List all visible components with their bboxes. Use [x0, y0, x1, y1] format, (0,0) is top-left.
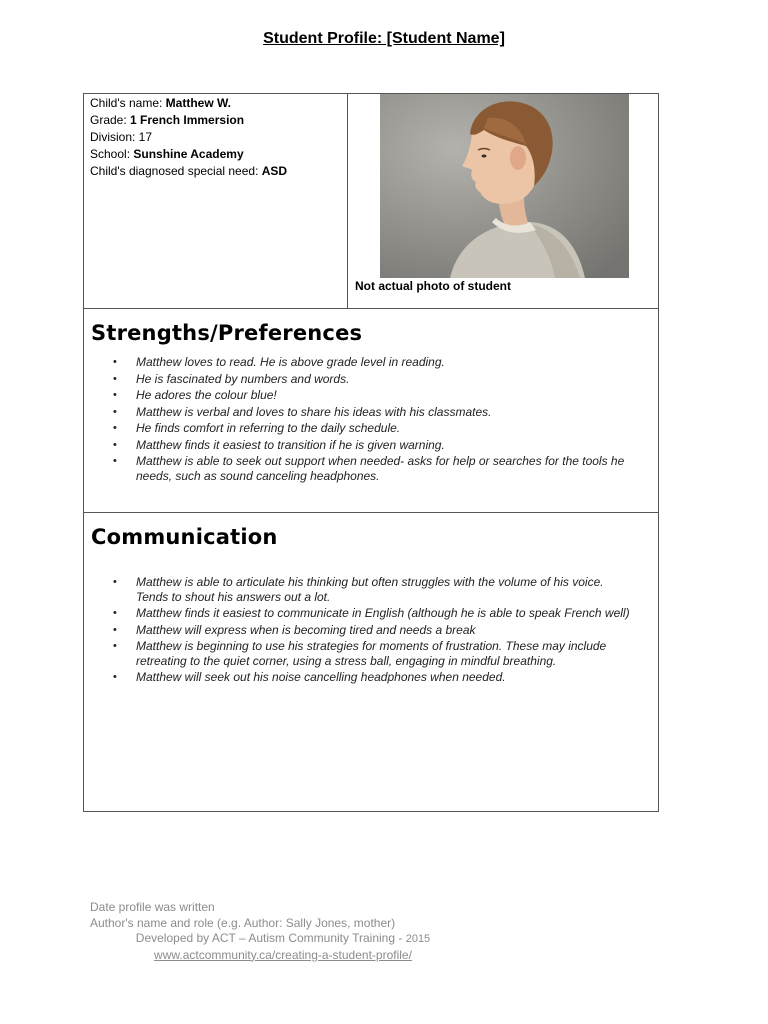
list-item	[106, 575, 636, 604]
photo-cell	[348, 94, 658, 308]
list-item	[106, 388, 636, 403]
list-item	[106, 606, 636, 621]
grade-label: Grade:	[90, 113, 131, 127]
strengths-section	[84, 309, 658, 513]
communication-list	[106, 575, 636, 687]
list-item	[106, 421, 636, 436]
list-item-text: Matthew is verbal and loves to share his ideas with his classmates.	[136, 404, 492, 419]
bullet-icon: •	[113, 671, 117, 683]
communication-heading: Communication	[91, 525, 278, 549]
list-item	[106, 623, 636, 638]
page-title: Student Profile: [Student Name]	[263, 30, 505, 47]
url-line	[90, 948, 476, 964]
bullet-icon: •	[113, 356, 117, 368]
bullet-icon: •	[113, 422, 117, 434]
list-item	[106, 405, 636, 420]
profile-table	[83, 93, 659, 812]
year-text: 2015	[405, 933, 431, 945]
bullet-icon: •	[113, 389, 117, 401]
special-need-line	[90, 163, 341, 180]
page-footer	[90, 900, 690, 963]
developed-by-line	[90, 931, 476, 948]
school-value: Sunshine Academy	[133, 147, 244, 161]
list-item	[106, 670, 636, 685]
list-item	[106, 454, 636, 483]
author-line: Author's name and role (e.g. Author: Sally Jones, mother)	[90, 915, 396, 930]
list-item-text: Matthew is beginning to use his strategies for moments of frustration. These may include retreating to the quiet corner, using a stress ball, engaging in mindful breathing.	[136, 639, 607, 668]
photo-caption: Not actual photo of student	[355, 279, 511, 293]
bullet-icon: •	[113, 576, 117, 588]
developed-by-text: Developed by ACT – Autism Community Training -	[135, 931, 406, 945]
child-name-label: Child's name:	[90, 96, 166, 110]
bullet-icon: •	[113, 455, 117, 467]
division-label: Division: 17	[90, 130, 153, 144]
boy-profile-illustration	[380, 94, 629, 278]
list-item-text: He is fascinated by numbers and words.	[136, 371, 350, 386]
child-name-value: Matthew W.	[165, 96, 231, 110]
bullet-icon: •	[113, 623, 117, 636]
strengths-list	[106, 355, 636, 485]
child-name-line	[90, 95, 341, 112]
list-item-text: Matthew loves to read. He is above grade level in reading.	[136, 355, 445, 369]
list-item	[106, 438, 636, 453]
student-photo	[380, 94, 629, 278]
student-info-cell	[84, 94, 348, 308]
list-item	[106, 372, 636, 387]
grade-line	[90, 112, 341, 129]
strengths-heading: Strengths/Preferences	[91, 321, 363, 345]
bullet-icon: •	[113, 438, 117, 451]
school-line	[90, 146, 341, 163]
special-need-value: ASD	[261, 164, 288, 178]
list-item-text: Matthew will seek out his noise cancelling headphones when needed.	[136, 670, 506, 684]
list-item-text: Matthew is able to seek out support when needed- asks for help or searches for the tools he needs, such as sound canceling headphones.	[136, 454, 625, 483]
list-item-text: Matthew finds it easiest to communicate in English (although he is able to speak French well)	[136, 606, 630, 620]
bullet-icon: •	[113, 405, 117, 418]
bullet-icon: •	[113, 640, 117, 652]
list-item-text: He finds comfort in referring to the daily schedule.	[136, 421, 401, 435]
communication-section	[84, 513, 658, 811]
date-written-line: Date profile was written	[90, 900, 215, 914]
list-item-text: Matthew will express when is becoming tired and needs a break	[136, 622, 476, 637]
bullet-icon: •	[113, 372, 117, 385]
list-item-text: He adores the colour blue!	[136, 388, 277, 402]
school-label: School:	[90, 147, 134, 161]
list-item	[106, 355, 636, 370]
special-need-label: Child's diagnosed special need:	[90, 164, 262, 178]
list-item-text: Matthew finds it easiest to transition if he is given warning.	[136, 437, 445, 452]
profile-header-row	[84, 94, 658, 309]
list-item	[106, 639, 636, 668]
list-item-text: Matthew is able to articulate his thinking but often struggles with the volume of his voice. Tends to shout his answers out a lot.	[136, 575, 604, 604]
grade-value: 1 French Immersion	[130, 113, 245, 127]
bullet-icon: •	[113, 607, 117, 619]
profile-link[interactable]: www.actcommunity.ca/creating-a-student-profile/	[154, 947, 412, 962]
division-line	[90, 129, 341, 146]
